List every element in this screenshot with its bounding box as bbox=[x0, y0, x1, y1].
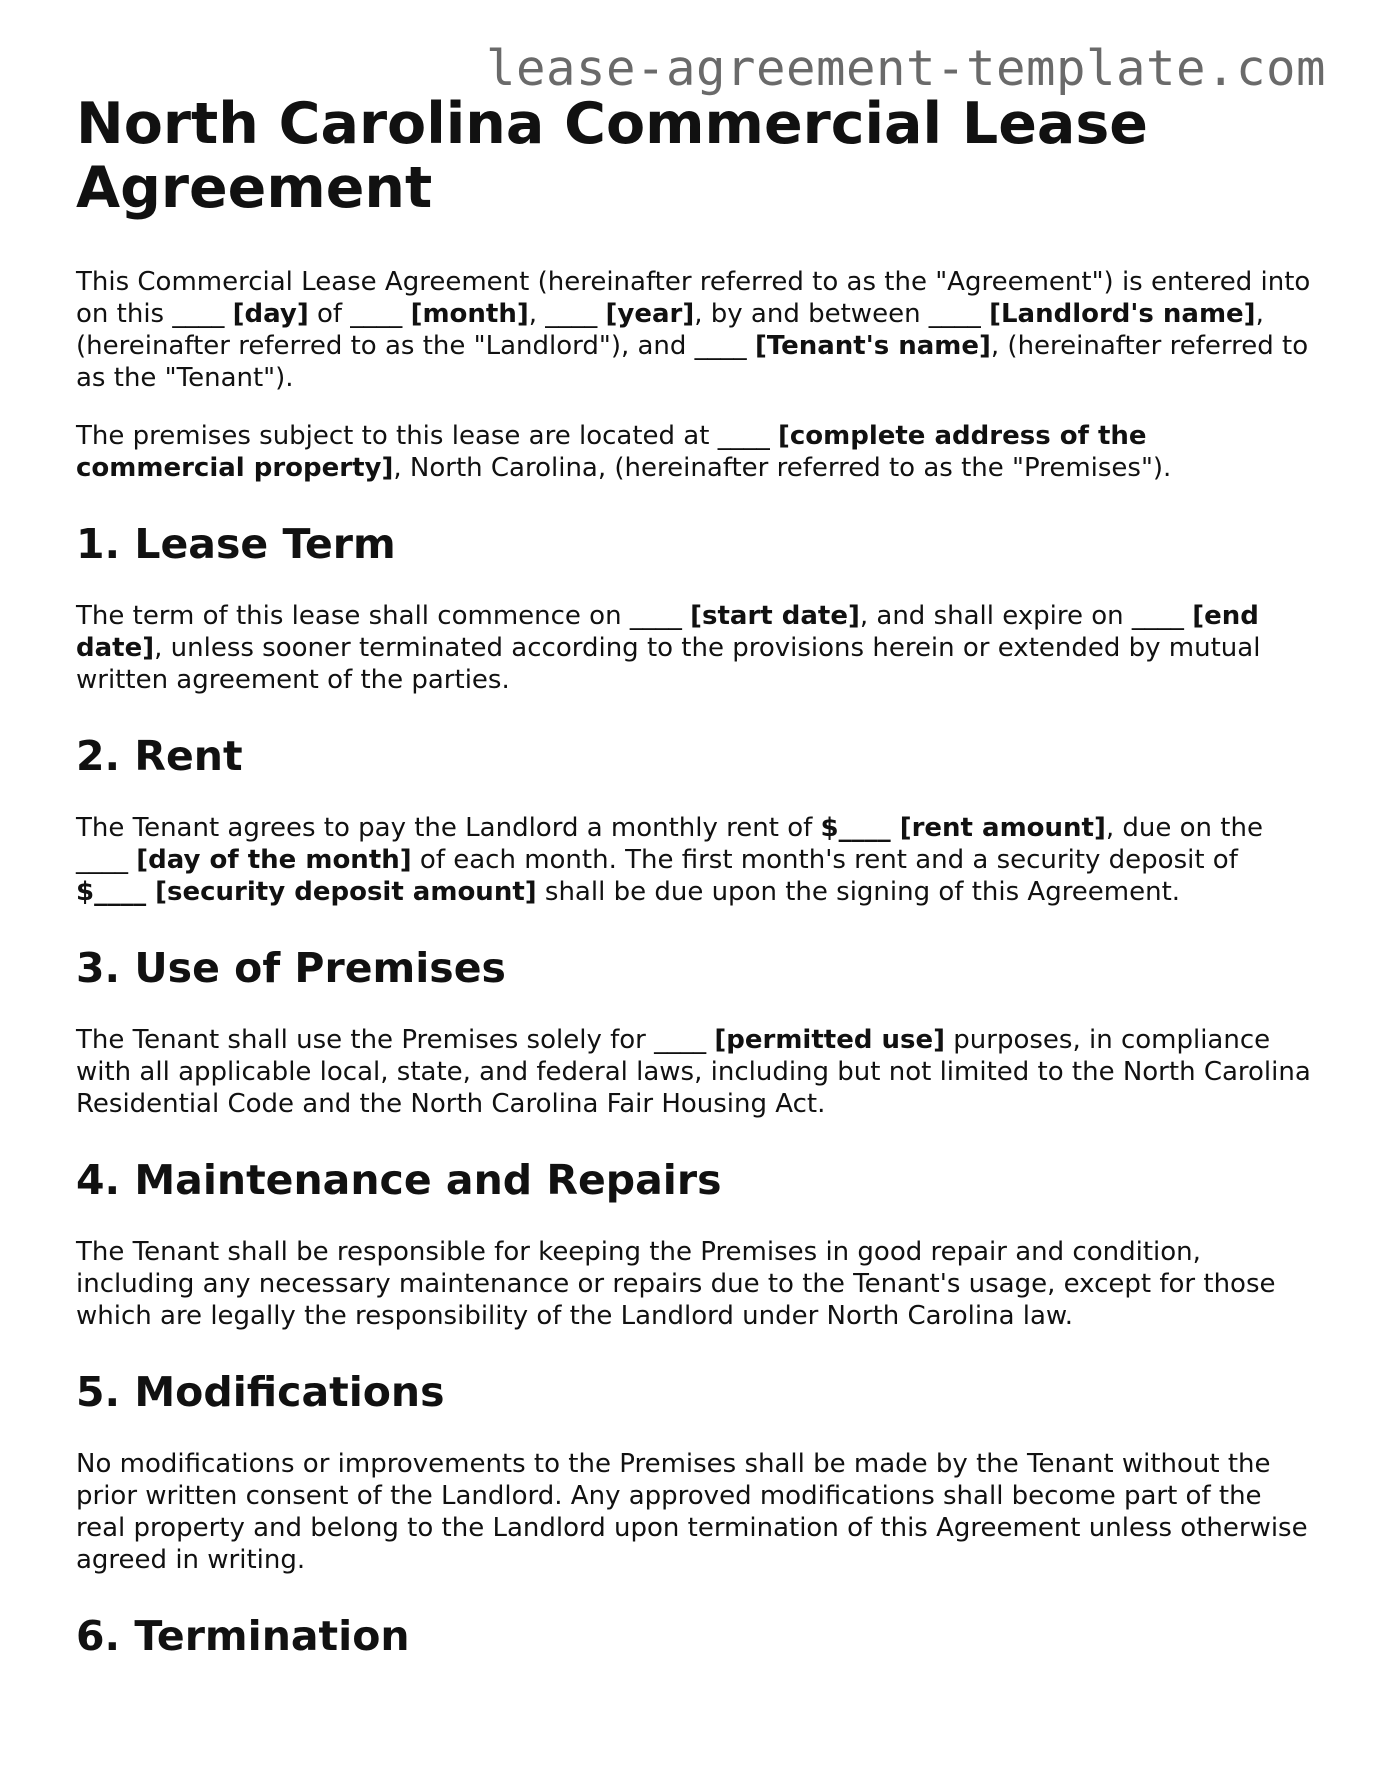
text-run: , and shall expire on ____ bbox=[859, 601, 1193, 631]
text-run: The Tenant shall be responsible for keeping the Premises in good repair and condition, including any necessary maintenance or repairs due to the Tenant's usage, except for those which are legally the responsibility of the Landlord under North Carolina law. bbox=[76, 1237, 1276, 1331]
text-run: No modifications or improvements to the Premises shall be made by the Tenant without the prior written consent of the Landlord. Any approved modifications shall become part of the real property and belong to the Landlord upon termination of this Agreement unless otherwise agreed in writing. bbox=[76, 1449, 1308, 1575]
section-heading-maintenance: 4. Maintenance and Repairs bbox=[76, 1156, 722, 1204]
placeholder-field: [year] bbox=[605, 299, 695, 329]
document-content bbox=[76, 92, 1316, 1660]
intro-paragraph-premises bbox=[76, 420, 1316, 484]
placeholder-field: [Landlord's name] bbox=[989, 299, 1256, 329]
text-run: , (hereinafter referred to as the "Tenant"). bbox=[76, 331, 1309, 393]
watermark: lease-agreement-template.com bbox=[485, 40, 1326, 97]
placeholder-field: [end date] bbox=[76, 601, 1259, 663]
text-run: shall be due upon the signing of this Agreement. bbox=[536, 877, 1181, 907]
text-run: The Tenant shall use the Premises solely for ____ bbox=[76, 1025, 715, 1055]
text-run: , unless sooner terminated according to the provisions herein or extended by mutual written agreement of the parties. bbox=[76, 633, 1261, 695]
text-run: , ____ bbox=[528, 299, 606, 329]
section-heading-rent: 2. Rent bbox=[76, 732, 243, 780]
section-body-modifications bbox=[76, 1448, 1316, 1576]
section-heading-termination: 6. Termination bbox=[76, 1612, 410, 1660]
placeholder-field: [day] bbox=[232, 299, 309, 329]
text-run: of each month. The first month's rent and a security deposit of bbox=[411, 845, 1238, 875]
placeholder-field: [complete address of the commercial property] bbox=[76, 421, 1147, 483]
placeholder-field: [Tenant's name] bbox=[754, 331, 991, 361]
section-body-use-of-premises bbox=[76, 1024, 1316, 1120]
text-run: The Tenant agrees to pay the Landlord a monthly rent of bbox=[76, 813, 821, 843]
placeholder-field: [permitted use] bbox=[714, 1025, 946, 1055]
section-heading-lease-term: 1. Lease Term bbox=[76, 520, 396, 568]
text-run: The term of this lease shall commence on ____ bbox=[76, 601, 691, 631]
section-heading-use-of-premises: 3. Use of Premises bbox=[76, 944, 506, 992]
text-run: This Commercial Lease Agreement (hereinafter referred to as the "Agreement") is entered into on this ____ bbox=[76, 267, 1311, 329]
text-run: , (hereinafter referred to as the "Landlord"), and ____ bbox=[76, 299, 1264, 361]
text-run: , by and between ____ bbox=[694, 299, 990, 329]
document-title: North Carolina Commercial Lease Agreement bbox=[76, 91, 1148, 221]
text-run: of ____ bbox=[308, 299, 411, 329]
text-run: The premises subject to this lease are located at ____ bbox=[76, 421, 778, 451]
text-run: , due on the ____ bbox=[76, 813, 1263, 875]
section-heading-modifications: 5. Modifications bbox=[76, 1368, 445, 1416]
placeholder-field: $____ [rent amount] bbox=[820, 813, 1106, 843]
section-body-lease-term bbox=[76, 600, 1316, 696]
placeholder-field: $____ [security deposit amount] bbox=[76, 877, 537, 907]
placeholder-field: [day of the month] bbox=[136, 845, 412, 875]
intro-paragraph-parties bbox=[76, 266, 1316, 394]
placeholder-field: [start date] bbox=[690, 601, 860, 631]
text-run: purposes, in compliance with all applicable local, state, and federal laws, including but not limited to the North Carolina Residential Code and the North Carolina Fair Housing Act. bbox=[76, 1025, 1311, 1119]
placeholder-field: [month] bbox=[410, 299, 529, 329]
text-run: , North Carolina, (hereinafter referred to as the "Premises"). bbox=[393, 453, 1172, 483]
section-body-maintenance bbox=[76, 1236, 1316, 1332]
section-body-rent bbox=[76, 812, 1316, 908]
